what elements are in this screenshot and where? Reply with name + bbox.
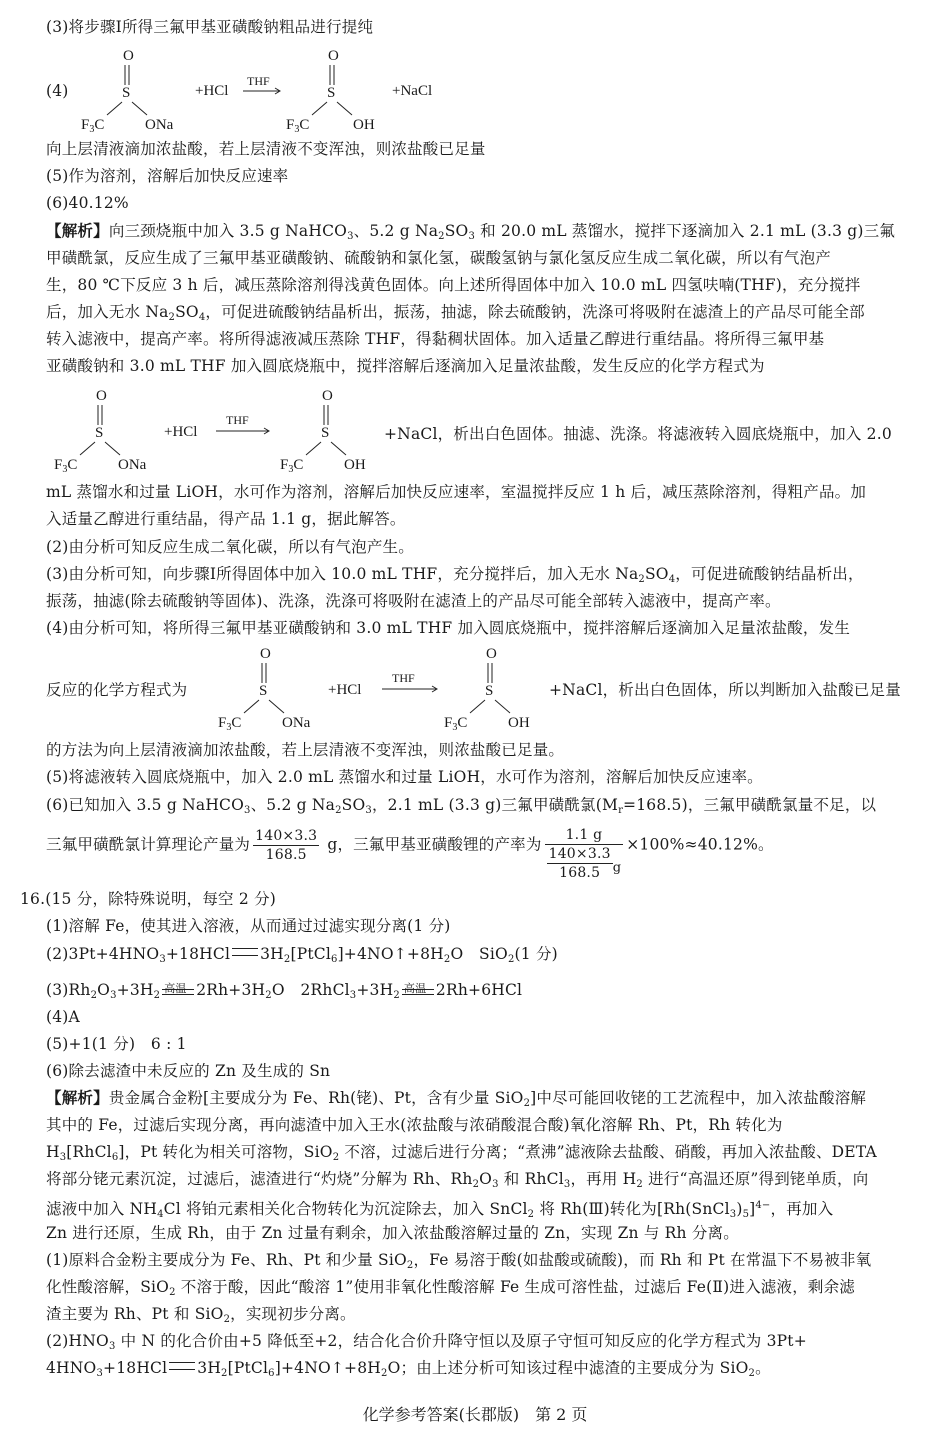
fraction-yield: 1.1 g $\frac{140\times 3.3}{168.5}$ g <box>545 826 624 882</box>
svg-text:S: S <box>259 683 268 699</box>
text-line: 振荡，抽滤(除去硫酸钠等固体)、洗涤，洗涤可将吸附在滤渣上的产品尽可能全部转入滤液中，提高产率。 <box>46 592 781 610</box>
text-line: (1)原料合金粉主要成分为 Fe、Rh、Pt 和少量 SiO$_2$，Fe 易溶于酸(如盐酸或硫酸)，而 Rh 和 Pt 在常温下不易被非氧 <box>46 1251 872 1271</box>
text-line: 滤液中加入 $NH_4Cl$ 将铂元素相关化合物转化为沉淀除去，加入 SnCl$_2$ 将 Rh(Ⅲ)转化为$[Rh(SnCl_3)_5]^{4-}$，再加入 <box>46 1200 834 1220</box>
ona-group: ONa <box>145 117 174 133</box>
text-line: mL 蒸馏水和过量 LiOH，水可作为溶剂，溶解后加快反应速率，室温搅拌反应 1 h 后，减压蒸除溶剂，得粗产品。加 <box>46 483 867 501</box>
text-line: +NaCl，析出白色固体，所以判断加入盐酸已足量 <box>549 681 901 699</box>
yield-calculation: 三氟甲磺酰氯计算理论产量为 $\frac{140\times 3.3}{168.5}$ g，三氟甲基亚磺酸锂的产率为 1.1 g $\frac{140\times 3.3}{168.5}$ g ×100%≈40.12%。 <box>46 827 774 881</box>
text-line: 将部分铑元素沉淀，过滤后，滤渣进行“灼烧”分解为 Rh、$Rh_2O_3$ 和 RhCl$_3$，再用 $H_2$ 进行“高温还原”得到铑单质，向 <box>46 1170 869 1190</box>
text-line: 后，加入无水 $Na_2SO_4$，可促进硫酸钠结晶析出，振荡，抽滤，除去硫酸钠，洗涤可将吸附在滤渣上的产品尽可能全部 <box>46 303 865 323</box>
text-line: $H_3[RhCl_6]$，Pt 转化为相关可溶物，SiO$_2$ 不溶，过滤后进行分离；“煮沸”滤液除去盐酸、硝酸，再加入浓盐酸、DETA <box>46 1143 877 1163</box>
text-line: $(2)3Pt+4HNO_3+18HCl$ $3H_2[PtCl_6]+4NO↑+8H_2O$ SiO$_2$(1 分) <box>46 945 558 965</box>
oxygen-atom: O <box>123 48 134 64</box>
svg-text:+HCl: +HCl <box>328 682 362 698</box>
text-line: 生，80 ℃下反应 3 h 后，减压蒸除溶剂得浅黄色固体。向上述所得固体中加入 10.0 mL 四氢呋喃(THF)，充分搅拌 <box>46 276 861 294</box>
text-line: 渣主要为 Rh、Pt 和 SiO$_2$，实现初步分离。 <box>46 1305 356 1325</box>
text-line: $(2)HNO_3$ 中 N 的化合价由+5 降低至+2，结合化合价升降守恒以及原子守恒可知反应的化学方程式为 3Pt+ <box>46 1332 807 1352</box>
fraction-theoretical: $\frac{140\times 3.3}{168.5}$ <box>255 828 318 863</box>
text-line: 其中的 Fe，过滤后实现分离，再向滤渣中加入王水(浓盐酸与浓硝酸混合酸)氧化溶解 Rh、Pt，Rh 转化为 <box>46 1116 783 1134</box>
text-line: (5)作为溶剂，溶解后加快反应速率 <box>46 167 289 185</box>
text-line: 【解析】贵金属合金粉[主要成分为 Fe、Rh(铑)、Pt，含有少量 SiO$_2$]中尽可能回收铑的工艺流程中，加入浓盐酸溶解 <box>46 1088 867 1109</box>
oh-group: OH <box>353 117 375 133</box>
hcl-reagent: +HCl <box>195 83 229 99</box>
thf-condition: THF <box>247 74 270 88</box>
svg-text:THF: THF <box>226 413 249 427</box>
text-line: (6)除去滤渣中未反应的 Zn 及生成的 Sn <box>46 1062 331 1080</box>
text-line: 向上层清液滴加浓盐酸，若上层清液不变浑浊，则浓盐酸已足量 <box>46 140 486 158</box>
svg-text:F3C: $F_3C$ <box>54 457 78 475</box>
question-16-header: 16.(15 分，除特殊说明，每空 2 分) <box>20 890 277 908</box>
text-line: +NaCl，析出白色固体。抽滤、洗涤。将滤液转入圆底烧瓶中，加入 2.0 <box>384 425 892 443</box>
cf3-group: $F_3C$ <box>81 117 105 135</box>
text-line: 的方法为向上层清液滴加浓盐酸，若上层清液不变浑浊，则浓盐酸已足量。 <box>46 741 565 759</box>
text-line: (5)+1(1 分) 6 : 1 <box>46 1035 187 1053</box>
text-line: (1)溶解 Fe，使其进入溶液，从而通过过滤实现分离(1 分) <box>46 917 451 935</box>
text-line: (2)由分析可知反应生成二氧化碳，所以有气泡产生。 <box>46 538 414 556</box>
svg-text:F3C: $F_3C$ <box>444 715 468 733</box>
svg-text:O: O <box>96 388 107 404</box>
text-line: 化性酸溶解，SiO$_2$ 不溶于酸，因此“酸溶 1”使用非氧化性酸溶解 Fe 生成可溶性盐，过滤后 Fe(Ⅱ)进入滤液，剩余滤 <box>46 1278 855 1298</box>
svg-text:F3C: $F_3C$ <box>286 117 310 135</box>
text-line: $4HNO_3+18HCl$ $3H_2[PtCl_6]+4NO↑+8H_2O$；由上述分析可知该过程中滤渣的主要成分为 SiO$_2$。 <box>46 1359 771 1379</box>
svg-text:F3C: $F_3C$ <box>218 715 242 733</box>
svg-text:F3C: $F_3C$ <box>280 457 304 475</box>
text-line: (4)由分析可知，将所得三氟甲基亚磺酸钠和 3.0 mL THF 加入圆底烧瓶中，搅拌溶解后逐滴加入足量浓盐酸，发生 <box>46 619 851 637</box>
text-line: 反应的化学方程式为 <box>46 681 188 699</box>
text-line: 入适量乙醇进行重结晶，得产品 1.1 g，据此解答。 <box>46 510 406 528</box>
text-line: (5)将滤液转入圆底烧瓶中，加入 2.0 mL 蒸馏水和过量 LiOH，水可作为溶剂，溶解后加快反应速率。 <box>46 768 763 786</box>
reaction-equation-1 <box>75 40 475 135</box>
text-line: (6)40.12% <box>46 194 129 212</box>
text-line: 【解析】向三颈烧瓶中加入 3.5 g NaHCO$_3$、5.2 g $Na_2SO_3$ 和 20.0 mL 蒸馏水，搅拌下逐滴加入 2.1 mL (3.3 g)三氟 <box>46 221 896 242</box>
svg-text:S: S <box>485 683 494 699</box>
page-footer: 化学参考答案(长郡版) 第 2 页 <box>362 1405 588 1424</box>
svg-text:THF: THF <box>392 671 415 685</box>
text-line: Zn 进行还原，生成 Rh，由于 Zn 过量有剩余，加入浓盐酸溶解过量的 Zn，实现 Zn 与 Rh 分离。 <box>46 1224 739 1242</box>
svg-text:OH: OH <box>344 457 366 473</box>
item-label: (4) <box>46 82 69 100</box>
svg-text:S: S <box>321 425 330 441</box>
svg-text:O: O <box>328 48 339 64</box>
text-line: (6)已知加入 3.5 g NaHCO$_3$、5.2 g $Na_2SO_3$，2.1 mL (3.3 g)三氟甲磺酰氯$(M_r=168.5)$，三氟甲磺酰氯量不足，以 <box>46 796 877 816</box>
text-line: (4)A <box>46 1008 80 1026</box>
text-line: (3)由分析可知，向步骤Ⅰ所得固体中加入 10.0 mL THF，充分搅拌后，加入无水 $Na_2SO_4$，可促进硫酸钠结晶析出， <box>46 565 864 585</box>
text-line: 转入滤液中，提高产率。将所得滤液减压蒸除 THF，得黏稠状固体。加入适量乙醇进行重结晶。将所得三氟甲基 <box>46 330 825 348</box>
nacl-product: +NaCl <box>392 83 433 99</box>
text-line: $(3)Rh_2O_3+3H_2$ 高温 $2Rh+3H_2O$ $2RhCl_3+3H_2$ 高温 2Rh+6HCl <box>46 981 523 1001</box>
svg-text:O: O <box>322 388 333 404</box>
svg-text:O: O <box>486 646 497 662</box>
text-line: 甲磺酰氯，反应生成了三氟甲基亚磺酸钠、硫酸钠和氯化氢，碳酸氢钠与氯化氢反应生成二氧化碳，所以有气泡产 <box>46 249 832 267</box>
text-line: (3)将步骤Ⅰ所得三氟甲基亚磺酸钠粗品进行提纯 <box>46 18 374 36</box>
reaction-equation-3 <box>210 638 550 733</box>
svg-text:S: S <box>327 85 336 101</box>
svg-text:O: O <box>260 646 271 662</box>
reaction-equation-2 <box>46 380 386 475</box>
svg-text:+HCl: +HCl <box>164 424 198 440</box>
svg-text:ONa: ONa <box>282 715 311 731</box>
svg-text:ONa: ONa <box>118 457 147 473</box>
text-line: 亚磺酸钠和 3.0 mL THF 加入圆底烧瓶中，搅拌溶解后逐滴加入足量浓盐酸，发生反应的化学方程式为 <box>46 357 765 375</box>
svg-text:S: S <box>95 425 104 441</box>
svg-text:OH: OH <box>508 715 530 731</box>
sulfur-atom: S <box>122 85 131 101</box>
